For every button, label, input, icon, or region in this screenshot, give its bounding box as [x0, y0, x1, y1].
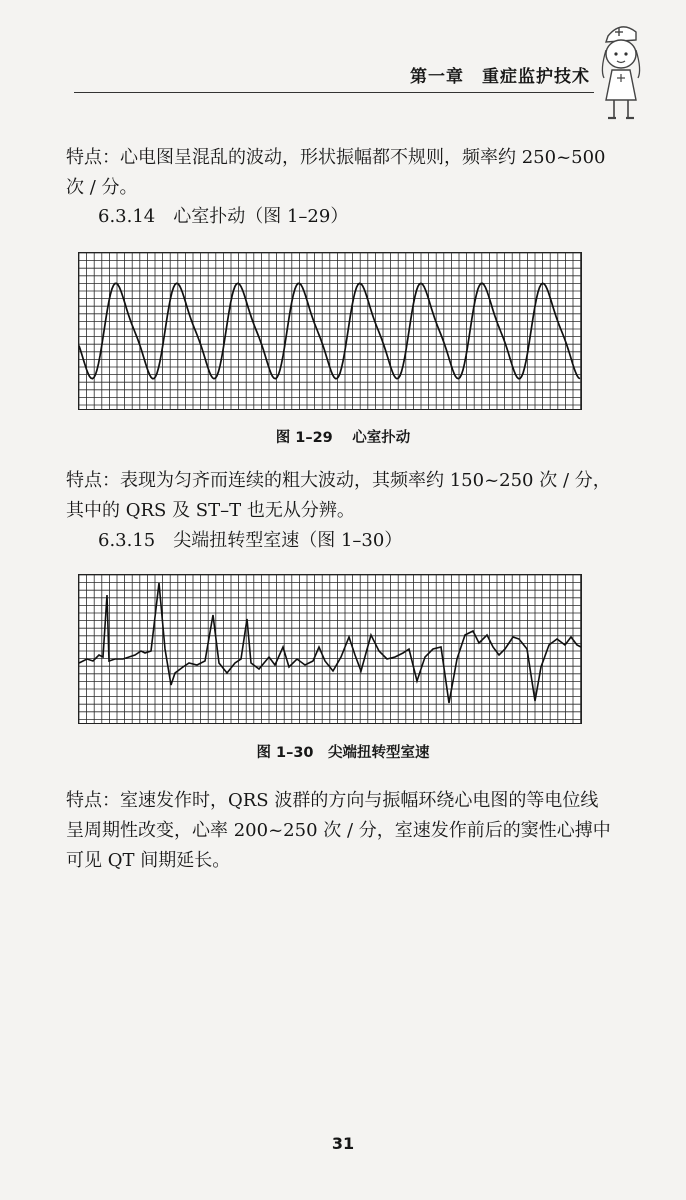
- running-head: 第一章 重症监护技术: [410, 67, 590, 87]
- page-number: 31: [331, 1134, 355, 1153]
- section-heading-6-3-15: 6.3.15 尖端扭转型室速（图 1–30）: [98, 530, 403, 551]
- ecg-ventricular-flutter-strip: [79, 253, 581, 409]
- nurse-mascot-icon: [592, 18, 650, 128]
- figure-caption-1-30: 图 1–30 尖端扭转型室速: [256, 745, 430, 761]
- ecg-figure-1-29: [78, 252, 582, 410]
- figure-caption-1-29: 图 1–29 心室扑动: [275, 430, 411, 446]
- paragraph-1: 特点：心电图呈混乱的波动，形状振幅都不规则，频率约 250~500 次 / 分。: [66, 147, 606, 198]
- ecg-grid-1: [79, 253, 581, 409]
- section-heading-6-3-14: 6.3.14 心室扑动（图 1–29）: [98, 206, 349, 227]
- ecg-figure-1-30: [78, 574, 582, 724]
- paragraph-3: 特点：室速发作时，QRS 波群的方向与振幅环绕心电图的等电位线呈周期性改变，心率 200~250 次 / 分，室速发作前后的窦性心搏中可见 QT 间期延长。: [66, 790, 611, 871]
- header-rule: [74, 92, 594, 93]
- paragraph-2: 特点：表现为匀齐而连续的粗大波动，其频率约 150~250 次 / 分，其中的 QRS 及 ST–T 也无从分辨。: [66, 470, 611, 521]
- ecg-torsades-strip: [79, 575, 581, 723]
